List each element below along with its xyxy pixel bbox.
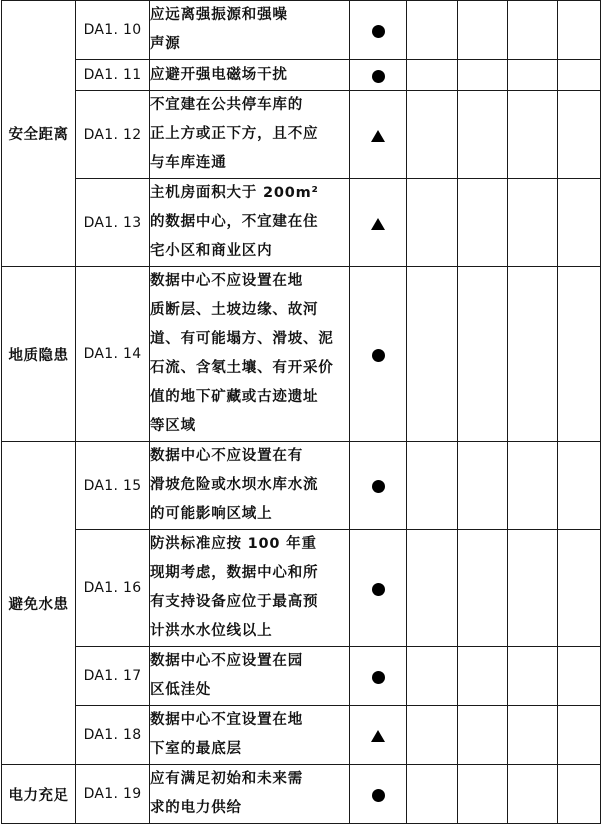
requirement-line: 正上方或正下方，且不应 bbox=[150, 126, 319, 142]
level-mark-cell bbox=[350, 1, 407, 60]
empty-cell bbox=[508, 60, 558, 91]
level-mark-cell bbox=[350, 60, 407, 91]
requirement-cell bbox=[150, 647, 350, 706]
table-row bbox=[2, 442, 601, 530]
requirement-line: 区低洼处 bbox=[150, 682, 212, 698]
table-row bbox=[2, 179, 601, 267]
requirement-line: 计洪水水位线以上 bbox=[150, 623, 273, 639]
filled-circle-icon bbox=[372, 789, 385, 802]
table-row bbox=[2, 1, 601, 60]
empty-cell bbox=[458, 91, 508, 179]
empty-cell bbox=[558, 647, 601, 706]
requirement-cell bbox=[150, 267, 350, 442]
requirement-line: 有支持设备应位于最高预 bbox=[150, 594, 319, 610]
filled-circle-icon bbox=[372, 349, 385, 362]
category-cell: 避免水患 bbox=[2, 442, 76, 765]
requirement-line: 应远离强振源和强噪 bbox=[150, 7, 288, 23]
empty-cell bbox=[407, 706, 458, 765]
requirement-line: 的可能影响区域上 bbox=[150, 506, 273, 522]
requirement-line: 数据中心不应设置在园 bbox=[150, 653, 303, 669]
requirement-line: 值的地下矿藏或古迹遗址 bbox=[150, 389, 319, 405]
filled-circle-icon bbox=[372, 583, 385, 596]
table-row bbox=[2, 267, 601, 442]
empty-cell bbox=[558, 179, 601, 267]
filled-circle-icon bbox=[372, 671, 385, 684]
item-code-cell: DA1. 17 bbox=[76, 647, 150, 706]
level-mark-cell bbox=[350, 442, 407, 530]
requirement-line: 现期考虑，数据中心和所 bbox=[150, 565, 319, 581]
table-row bbox=[2, 60, 601, 91]
empty-cell bbox=[558, 267, 601, 442]
table-row bbox=[2, 530, 601, 647]
empty-cell bbox=[407, 1, 458, 60]
requirement-line: 不宜建在公共停车库的 bbox=[150, 97, 303, 113]
empty-cell bbox=[458, 765, 508, 824]
requirement-line: 防洪标准应按 100 年重 bbox=[150, 536, 317, 552]
empty-cell bbox=[407, 647, 458, 706]
requirement-cell bbox=[150, 179, 350, 267]
level-mark-cell bbox=[350, 706, 407, 765]
filled-circle-icon bbox=[372, 70, 385, 83]
level-mark-cell bbox=[350, 267, 407, 442]
requirement-cell bbox=[150, 442, 350, 530]
level-mark-cell bbox=[350, 91, 407, 179]
empty-cell bbox=[558, 706, 601, 765]
item-code-cell: DA1. 12 bbox=[76, 91, 150, 179]
empty-cell bbox=[558, 91, 601, 179]
requirement-cell bbox=[150, 91, 350, 179]
empty-cell bbox=[407, 442, 458, 530]
requirement-cell bbox=[150, 60, 350, 91]
empty-cell bbox=[558, 1, 601, 60]
requirement-line: 主机房面积大于 200m² bbox=[150, 185, 319, 201]
empty-cell bbox=[508, 647, 558, 706]
filled-circle-icon bbox=[372, 25, 385, 38]
empty-cell bbox=[458, 647, 508, 706]
item-code-cell: DA1. 18 bbox=[76, 706, 150, 765]
category-cell: 安全距离 bbox=[2, 1, 76, 267]
requirement-line: 等区域 bbox=[150, 418, 196, 434]
empty-cell bbox=[458, 530, 508, 647]
category-cell: 电力充足 bbox=[2, 765, 76, 824]
requirement-line: 应有满足初始和未来需 bbox=[150, 771, 303, 787]
requirement-line: 应避开强电磁场干扰 bbox=[150, 66, 288, 83]
empty-cell bbox=[407, 60, 458, 91]
level-mark-cell bbox=[350, 530, 407, 647]
empty-cell bbox=[508, 267, 558, 442]
empty-cell bbox=[508, 1, 558, 60]
empty-cell bbox=[558, 530, 601, 647]
requirement-line: 声源 bbox=[150, 36, 181, 52]
empty-cell bbox=[558, 765, 601, 824]
requirement-line: 质断层、土坡边缘、故河 bbox=[150, 302, 319, 318]
table-body bbox=[2, 1, 601, 824]
empty-cell bbox=[407, 267, 458, 442]
empty-cell bbox=[407, 179, 458, 267]
requirement-cell bbox=[150, 530, 350, 647]
empty-cell bbox=[508, 706, 558, 765]
empty-cell bbox=[558, 442, 601, 530]
requirement-line: 道、有可能塌方、滑坡、泥 bbox=[150, 331, 334, 347]
table-row bbox=[2, 91, 601, 179]
requirement-line: 求的电力供给 bbox=[150, 800, 242, 816]
empty-cell bbox=[508, 765, 558, 824]
empty-cell bbox=[508, 442, 558, 530]
requirement-line: 宅小区和商业区内 bbox=[150, 243, 273, 259]
item-code-cell: DA1. 19 bbox=[76, 765, 150, 824]
item-code-cell: DA1. 15 bbox=[76, 442, 150, 530]
empty-cell bbox=[458, 1, 508, 60]
empty-cell bbox=[407, 765, 458, 824]
empty-cell bbox=[458, 267, 508, 442]
empty-cell bbox=[458, 60, 508, 91]
table-row bbox=[2, 647, 601, 706]
table-row bbox=[2, 765, 601, 824]
empty-cell bbox=[458, 442, 508, 530]
empty-cell bbox=[558, 60, 601, 91]
item-code-cell: DA1. 10 bbox=[76, 1, 150, 60]
level-mark-cell bbox=[350, 647, 407, 706]
requirement-line: 下室的最底层 bbox=[150, 741, 242, 757]
level-mark-cell bbox=[350, 765, 407, 824]
requirement-line: 数据中心不宜设置在地 bbox=[150, 712, 303, 728]
item-code-cell: DA1. 16 bbox=[76, 530, 150, 647]
empty-cell bbox=[458, 179, 508, 267]
requirement-line: 数据中心不应设置在地 bbox=[150, 273, 303, 289]
empty-cell bbox=[508, 91, 558, 179]
filled-circle-icon bbox=[372, 480, 385, 493]
requirement-line: 数据中心不应设置在有 bbox=[150, 448, 303, 464]
requirement-line: 滑坡危险或水坝水库水流 bbox=[150, 477, 319, 493]
requirement-line: 与车库连通 bbox=[150, 155, 227, 171]
category-cell: 地质隐患 bbox=[2, 267, 76, 442]
requirement-cell bbox=[150, 706, 350, 765]
filled-triangle-icon bbox=[371, 730, 385, 742]
empty-cell bbox=[458, 706, 508, 765]
requirement-line: 的数据中心，不宜建在住 bbox=[150, 214, 319, 230]
requirement-cell bbox=[150, 1, 350, 60]
requirement-cell bbox=[150, 765, 350, 824]
empty-cell bbox=[508, 179, 558, 267]
empty-cell bbox=[407, 530, 458, 647]
table-row bbox=[2, 706, 601, 765]
empty-cell bbox=[508, 530, 558, 647]
filled-triangle-icon bbox=[371, 218, 385, 230]
item-code-cell: DA1. 13 bbox=[76, 179, 150, 267]
requirements-table bbox=[1, 0, 601, 824]
empty-cell bbox=[407, 91, 458, 179]
item-code-cell: DA1. 14 bbox=[76, 267, 150, 442]
filled-triangle-icon bbox=[371, 130, 385, 142]
requirement-line: 石流、含氡土壤、有开采价 bbox=[150, 360, 334, 376]
item-code-cell: DA1. 11 bbox=[76, 60, 150, 91]
level-mark-cell bbox=[350, 179, 407, 267]
